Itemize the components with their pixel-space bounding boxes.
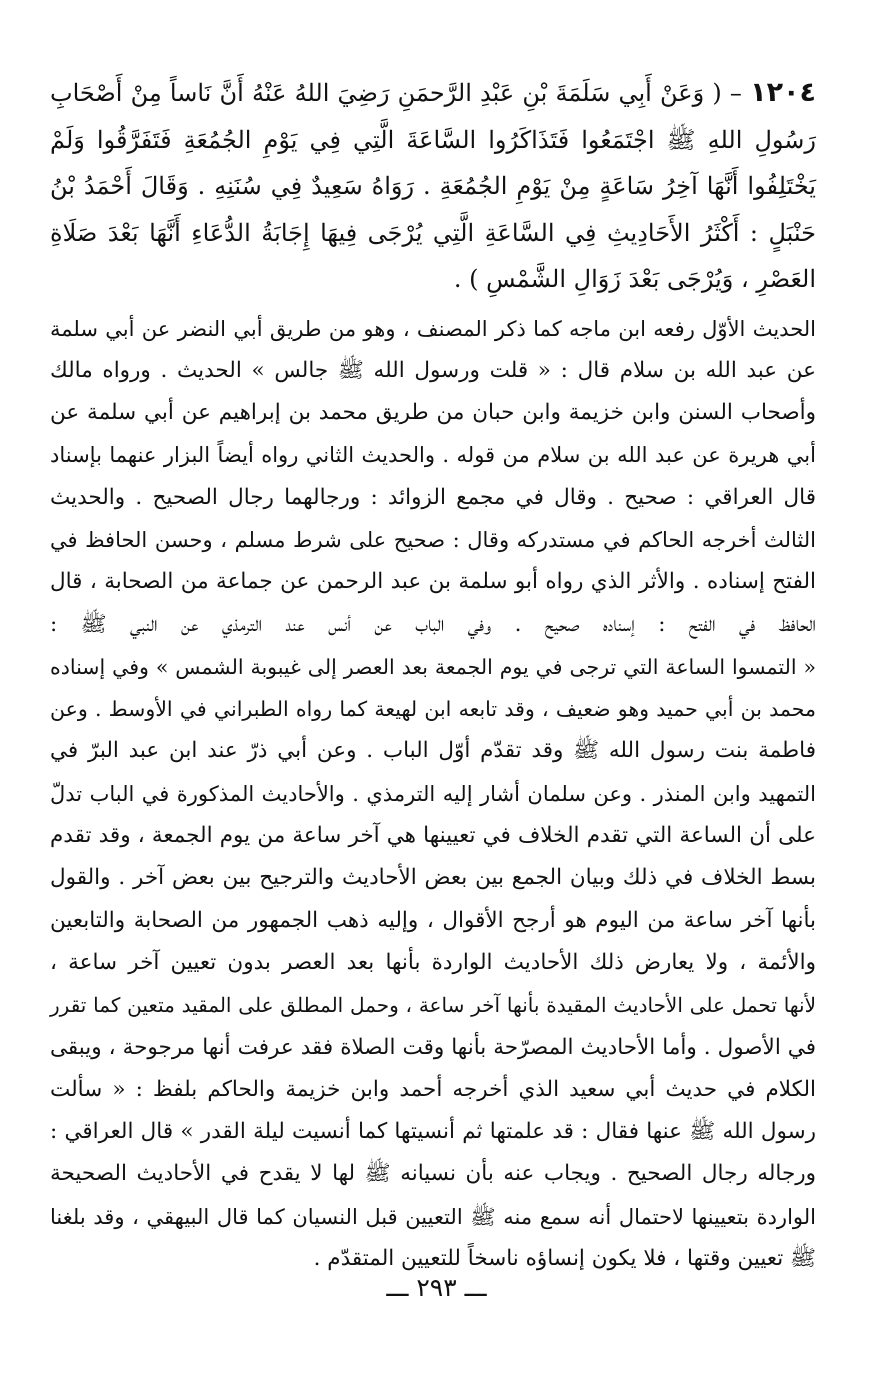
hadith-text: ( وَعَنْ أَبِي سَلَمَةَ بْنِ عَبْدِ الرَّحمَنِ رَضِيَ اللهُ عَنْهُ أَنَّ نَاساً مِنْ أَصْحَابِ رَسُولِ اللهِ ﷺ اجْتَمَعُوا فَتَذَاكَرُوا السَّاعَةَ الَّتِي فِي يَوْمِ الجُمُعَةِ فَتَفَرَّقُوا وَلَمْ يَخْتَلِفُوا أَنَّهَا آخِرُ سَاعَةٍ مِنْ يَوْمِ الجُمُعَةِ . رَوَاهُ سَعِيدٌ فِي سُنَنِهِ . وَقَالَ أَحْمَدُ بْنُ حَنْبَلٍ : أَكْثَرُ الأَحَادِيثِ فِي السَّاعَةِ الَّتِي يُرْجَى فِيهَا إِجَابَةُ الدُّعَاءِ أَنَّهَا بَعْدَ صَلَاةِ العَصْرِ ، وَيُرْجَى بَعْدَ زَوَالِ الشَّمْسِ ) . [50, 79, 816, 293]
commentary-line: محمد بن أبي حميد وهو ضعيف ، وقد تابعه ابن لهيعة كما رواه الطبراني في الأوسط . وعن [50, 697, 816, 722]
commentary-line: الثالث أخرجه الحاكم في مستدركه وقال : صحيح على شرط مسلم ، وحسن الحافظ في [50, 527, 816, 552]
hadith-number: ١٢٠٤ [750, 77, 817, 108]
commentary-line: ﷺ تعيين وقتها ، فلا يكون إنساؤه ناسخاً للتعيين المتقدّم . [313, 1246, 816, 1272]
commentary-line: والأئمة ، ولا يعارض ذلك الأحاديث الواردة بأنها بعد العصر بدون تعيين آخر ساعة ، [50, 949, 816, 975]
commentary-line: بأنها آخر ساعة من اليوم هو أرجح الأقوال ، وإليه ذهب الجمهور من الصحابة والتابعين [50, 907, 816, 933]
commentary-line: فاطمة بنت رسول الله ﷺ وقد تقدّم أوّل الباب . وعن أبي ذرّ عند ابن عبد البرّ في [50, 738, 816, 764]
commentary-line: ورجاله رجال الصحيح . ويجاب عنه بأن نسيانه ﷺ لها لا يقدح في الأحاديث الصحيحة [50, 1161, 816, 1187]
commentary-line: الكلام في حديث أبي سعيد الذي أخرجه أحمد وابن خزيمة والحاكم بلفظ : « سألت [50, 1076, 816, 1102]
page-content [50, 70, 816, 1280]
commentary-line: « التمسوا الساعة التي ترجى في يوم الجمعة بعد العصر إلى غيبوبة الشمس » وفي إسناده [50, 654, 816, 679]
commentary-line: أبي هريرة عن عبد الله بن سلام من قوله . والحديث الثاني رواه أيضاً البزار عنهما بإسناد [50, 443, 816, 468]
commentary-line: التمهيد وابن المنذر . وعن سلمان أشار إليه الترمذي . والأحاديث المذكورة في الباب تدلّ [50, 781, 816, 806]
commentary-line: في الأصول . وأما الأحاديث المصرّحة بأنها وقت الصلاة فقد عرفت أنها مرجوحة ، ويبقى [50, 1034, 816, 1060]
commentary-line: قال العراقي : صحيح . وقال في مجمع الزوائد : ورجالهما رجال الصحيح . والحديث [50, 484, 816, 510]
commentary-line: رسول الله ﷺ عنها فقال : قد علمتها ثم أنسيتها كما أنسيت ليلة القدر » قال العراقي : [50, 1119, 816, 1145]
commentary-line: وأصحاب السنن وابن خزيمة وابن حبان من طريق محمد بن إبراهيم عن أبي سلمة عن [50, 400, 816, 426]
commentary-line: لأنها تحمل على الأحاديث المقيدة بأنها آخر ساعة ، وحمل المطلق على المقيد متعين كما تقرر [50, 993, 816, 1018]
commentary-line: الحديث الأوّل رفعه ابن ماجه كما ذكر المصنف ، وهو من طريق أبي النضر عن أبي سلمة [50, 316, 816, 341]
commentary-line: الفتح إسناده . والأثر الذي رواه أبو سلمة بن عبد الرحمن عن جماعة من الصحابة ، قال [50, 569, 816, 595]
commentary-line: الواردة بتعيينها لاحتمال أنه سمع منه ﷺ التعيين قبل النسيان كما قال البيهقي ، وقد بلغنا [50, 1204, 816, 1229]
hadith-paragraph [50, 70, 816, 303]
commentary-line: بسط الخلاف في ذلك وبيان الجمع بين بعض الأحاديث والترجيح بين بعض آخر . والقول [50, 865, 816, 891]
commentary-line: الحافظ في الفتح : إسناده صحيح . وفي الباب عن أنس عند الترمذي عن النبي ﷺ : [50, 611, 816, 637]
commentary-block [50, 308, 816, 1281]
hadith-dash: – [721, 79, 751, 107]
commentary-line: عن عبد الله بن سلام قال : « قلت ورسول الله ﷺ جالس » الحديث . ورواه مالك [50, 357, 816, 383]
page-number: ـــ ٢٩٣ ـــ [386, 1273, 487, 1302]
commentary-line: على أن الساعة التي تقدم الخلاف في تعيينها هي آخر ساعة من يوم الجمعة ، وقد تقدم [50, 823, 816, 849]
